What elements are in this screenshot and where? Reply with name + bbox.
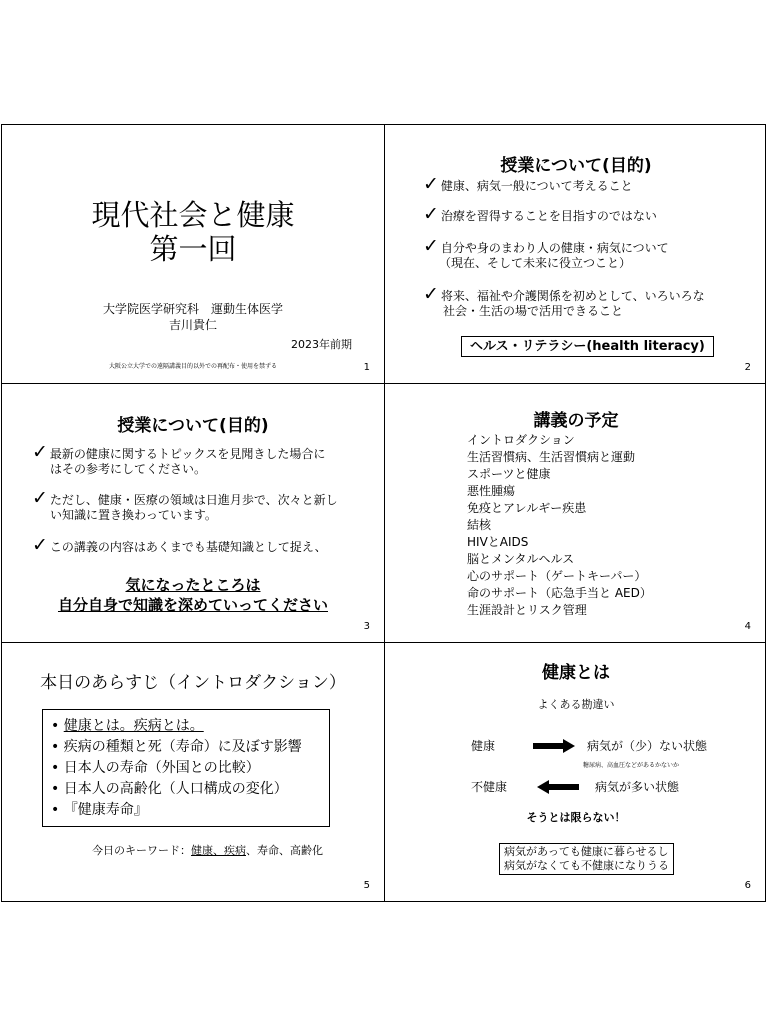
bullet-item: ✓ 自分や身のまわり人の健康・病気について	[423, 235, 669, 257]
conclusion: そうとは限らない！	[526, 811, 626, 824]
keywords	[92, 843, 323, 858]
keywords-label: 今日のキーワード：	[92, 844, 191, 857]
summary-item: • 健康とは。疾病とは。	[51, 718, 204, 734]
bullet-item: ✓ 最新の健康に関するトピックスを見聞きした場合に	[32, 441, 326, 463]
bullet-item-continuation: い知識に置き換わっています。	[50, 508, 217, 522]
slide-3	[1, 383, 385, 643]
schedule-item: スポーツと健康	[467, 467, 551, 481]
row2-left: 不健康	[471, 780, 508, 794]
summary-item: • 疾病の種類と死（寿命）に及ぼす影響	[51, 739, 302, 755]
page-number: 5	[363, 880, 370, 891]
page-number: 1	[363, 362, 370, 373]
slide-title: 健康とは	[542, 663, 610, 683]
slide-title: 授業について(目的)	[117, 416, 269, 436]
explanation-line: 病気があっても健康に暮らせるし	[504, 845, 669, 858]
check-icon: ✓	[423, 203, 439, 225]
schedule-item: 生活習慣病、生活習慣病と運動	[467, 450, 636, 464]
schedule-item: 生涯設計とリスク管理	[467, 603, 587, 617]
slide-title-line1: 現代社会と健康	[91, 198, 295, 232]
check-icon: ✓	[423, 173, 439, 195]
explanation-line: 病気がなくても不健康になりうる	[504, 859, 669, 872]
department: 大学院医学研究科 運動生体医学	[102, 302, 283, 316]
bullet-item: ✓ この講義の内容はあくまでも基礎知識として捉え、	[32, 534, 327, 556]
emphasis-line: 気になったところは	[125, 576, 261, 594]
slide-title-line2: 第一回	[149, 232, 237, 266]
schedule-item: イントロダクション	[467, 433, 575, 447]
health-literacy-box: ヘルス・リテラシー(health literacy)	[461, 336, 714, 357]
bullet-item-continuation: 社会・生活の場で活用できること	[443, 304, 624, 318]
term: 2023年前期	[291, 338, 352, 351]
slide-6	[384, 642, 766, 902]
emphasis-line: 自分自身で知識を深めていってください	[57, 596, 328, 614]
row1-note: 糖尿病、高血圧などがあるかないか	[583, 762, 680, 769]
bullet-dot: •	[51, 760, 60, 776]
check-icon: ✓	[32, 534, 48, 556]
check-icon: ✓	[423, 235, 439, 257]
keywords-underlined: 健康、疾病	[191, 844, 246, 857]
bullet-item: ✓ 健康、病気一般について考えること	[423, 173, 633, 195]
summary-item: • 日本人の高齢化（人口構成の変化）	[51, 781, 288, 797]
author: 吉川貴仁	[168, 318, 217, 332]
summary-item: • 『健康寿命』	[51, 802, 148, 818]
slide-1	[1, 124, 385, 384]
redistribution-notice: 大阪公立大学での遠隔講義目的以外での再配布・使用を禁ずる	[108, 363, 277, 370]
bullet-item-continuation: （現在、そして未来に役立つこと）	[439, 256, 632, 270]
check-icon: ✓	[423, 283, 439, 305]
handout-grid	[1, 124, 766, 902]
slide-4	[384, 383, 766, 643]
bullet-item: ✓ 将来、福祉や介護関係を初めとして、いろいろな	[423, 283, 705, 305]
schedule-item: 心のサポート（ゲートキーパー）	[467, 569, 647, 583]
summary-item: • 日本人の寿命（外国との比較）	[51, 760, 260, 776]
schedule-item: HIVとAIDS	[467, 535, 529, 549]
page-number: 2	[744, 362, 751, 373]
explanation-box	[499, 843, 674, 875]
slide-5	[1, 642, 385, 902]
bullet-dot: •	[51, 718, 60, 734]
bullet-dot: •	[51, 802, 60, 818]
bullet-item: ✓ ただし、健康・医療の領域は日進月歩で、次々と新し	[32, 487, 338, 509]
bullet-dot: •	[51, 739, 60, 755]
page-number: 3	[363, 621, 370, 632]
slide-2	[384, 124, 766, 384]
slide-title: 本日のあらすじ（イントロダクション）	[40, 673, 346, 693]
bullet-dot: •	[51, 781, 60, 797]
slide-title: 授業について(目的)	[500, 156, 652, 176]
subtitle: よくある勘違い	[537, 698, 615, 711]
right-arrow-icon	[533, 739, 575, 753]
schedule-item: 脳とメンタルヘルス	[467, 552, 575, 566]
bullet-item-continuation: はその参考にしてください。	[50, 462, 207, 476]
check-icon: ✓	[32, 441, 48, 463]
page-number: 4	[744, 621, 751, 632]
row2-right: 病気が多い状態	[595, 780, 680, 794]
row1-left: 健康	[471, 739, 496, 753]
schedule-item: 結核	[467, 518, 492, 532]
left-arrow-icon	[537, 780, 579, 794]
schedule-item: 命のサポート（応急手当と AED）	[467, 586, 652, 600]
schedule-item: 悪性腫瘍	[467, 484, 516, 498]
slide-title: 講義の予定	[533, 411, 619, 431]
page-number: 6	[744, 880, 751, 891]
row1-right: 病気が（少）ない状態	[587, 739, 708, 753]
bullet-item: ✓ 治療を習得することを目指すのではない	[423, 203, 657, 225]
schedule-item: 免疫とアレルギー疾患	[467, 501, 587, 515]
keywords-rest: 、寿命、高齢化	[246, 844, 323, 857]
summary-box	[42, 709, 330, 827]
check-icon: ✓	[32, 487, 48, 509]
